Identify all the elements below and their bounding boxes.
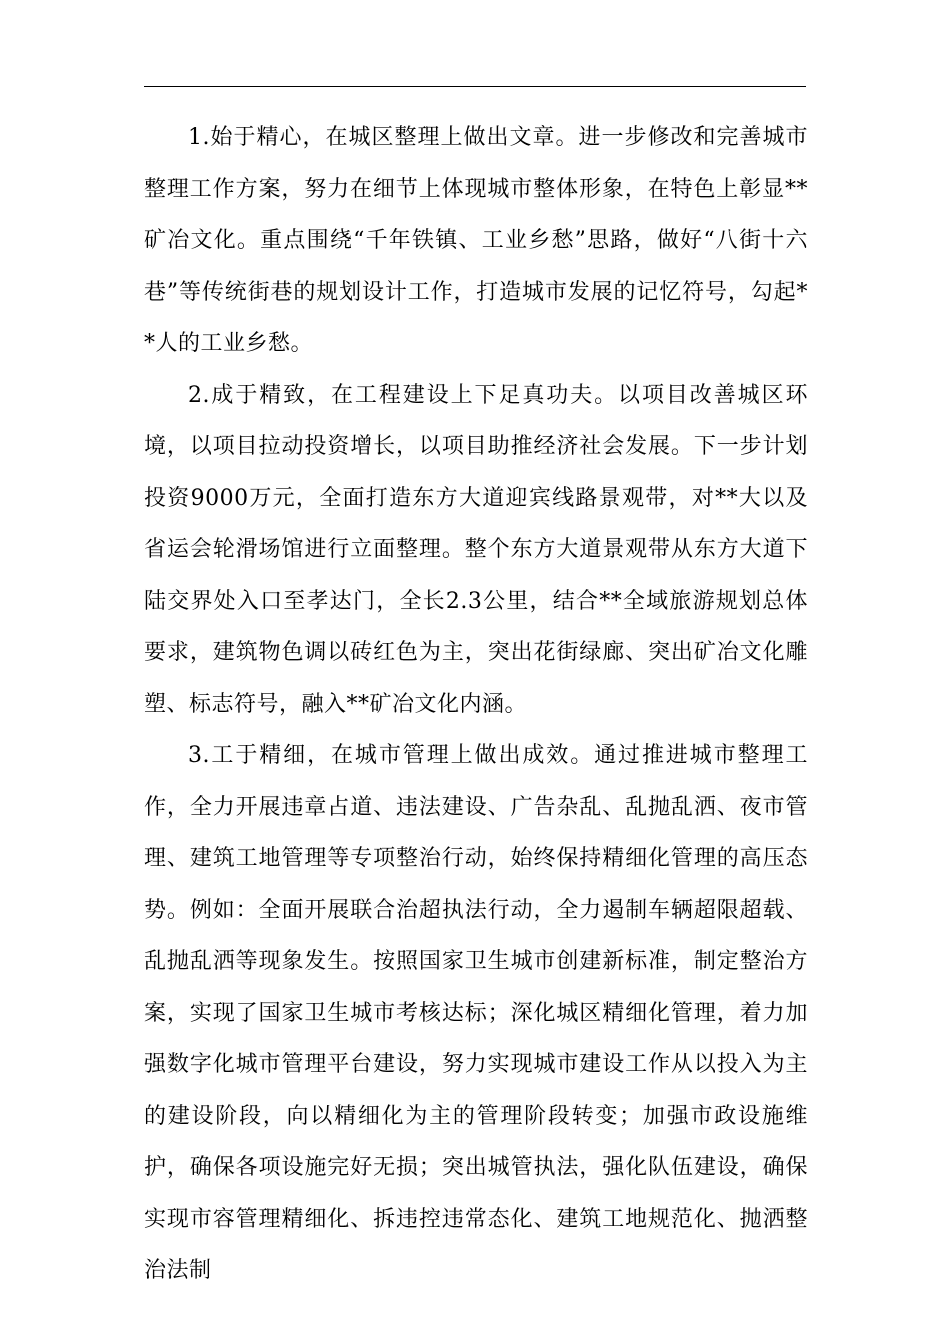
paragraph-3: 3.工于精细，在城市管理上做出成效。通过推进城市整理工作，全力开展违章占道、违法建设、广告杂乱、乱抛乱洒、夜市管理、建筑工地管理等专项整治行动，始终保持精细化管理的高压态势。例如：全面开展联合治超执法行动，全力遏制车辆超限超载、乱抛乱洒等现象发生。按照国家卫生城市创建新标准，制定整治方案，实现了国家卫生城市考核达标；深化城区精细化管理，着力加强数字化城市管理平台建设，努力实现城市建设工作从以投入为主的建设阶段，向以精细化为主的管理阶段转变；加强市政设施维护，确保各项设施完好无损；突出城管执法，强化队伍建设，确保实现市容管理精细化、拆违控违常态化、建筑工地规范化、抛洒整治法制: [144, 743, 808, 1283]
paragraph-1: 1.始于精心，在城区整理上做出文章。进一步修改和完善城市整理工作方案，努力在细节上体现城市整体形象，在特色上彰显**矿冶文化。重点围绕“千年铁镇、工业乡愁”思路，做好“八街十六巷”等传统街巷的规划设计工作，打造城市发展的记忆符号，勾起**人的工业乡愁。: [144, 125, 808, 356]
header-rule: [144, 86, 806, 87]
document-body: [144, 112, 808, 1297]
paragraph-2: 2.成于精致，在工程建设上下足真功夫。以项目改善城区环境，以项目拉动投资增长，以项目助推经济社会发展。下一步计划投资9000万元，全面打造东方大道迎宾线路景观带，对**大以及省运会轮滑场馆进行立面整理。整个东方大道景观带从东方大道下陆交界处入口至孝达门，全长2.3公里，结合**全域旅游规划总体要求，建筑物色调以砖红色为主，突出花街绿廊、突出矿冶文化雕塑、标志符号，融入**矿冶文化内涵。: [144, 382, 808, 717]
